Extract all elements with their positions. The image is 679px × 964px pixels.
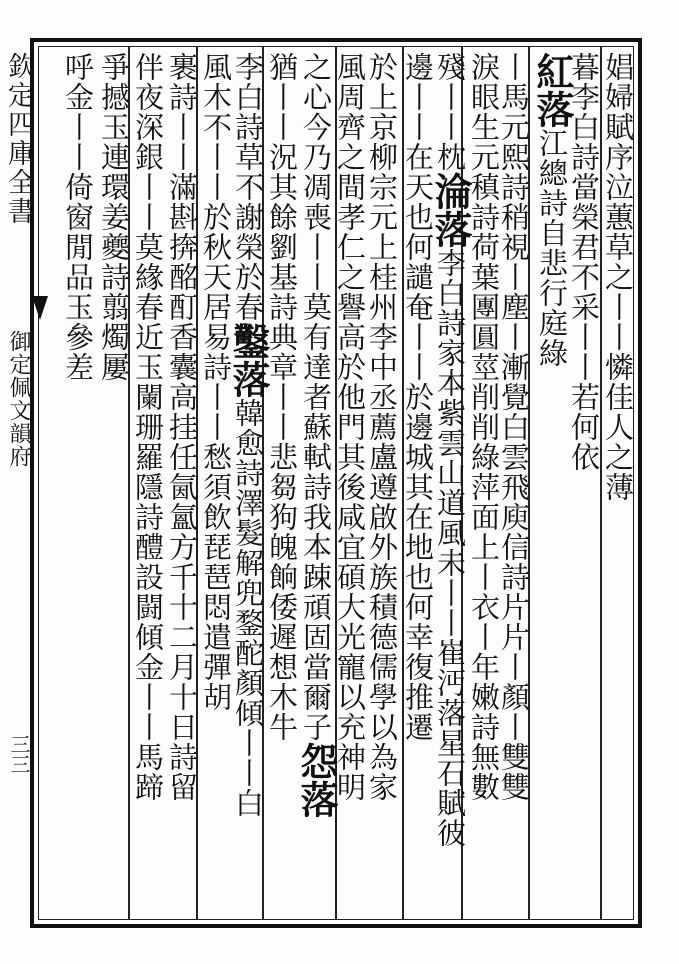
column-lead-text: 殘丨丨枕	[433, 52, 467, 172]
text-column-5: 淚眼生元稹詩荷葉團圓莖削削綠萍面上丨衣丨年嫩詩無數	[467, 52, 501, 802]
text-column-10	[294, 52, 339, 818]
headword: 淪落	[428, 172, 473, 248]
text-column-7: 邊丨丨在天也何譴奄丨丨於邊城其在地也何幸復推遷	[401, 52, 435, 742]
text-column-8: 於上京柳宗元上桂州李中丞薦盧遵啟外族積德儒學以為家	[365, 52, 399, 802]
fish-tail-mark	[32, 296, 48, 320]
headword: 紅落	[530, 52, 575, 128]
column-lead-text: 李白詩草不謝榮於春	[231, 52, 265, 322]
column-body-text: 江總詩自悲行庭綠	[535, 128, 569, 368]
text-column-17: 呼金丨丨倚窗閒品玉參差	[61, 52, 95, 382]
text-column-16: 爭撼玉連環姜夔詩翦燭屢	[97, 52, 131, 382]
text-column-15: 伴夜深銀丨丨莫緣春近玉闌珊羅隱詩醴設闘傾金丨丨馬蹄	[131, 52, 165, 802]
text-column-2: 暮李白詩當榮君不采丨丨若何依	[567, 52, 601, 472]
headword: 怨落	[294, 742, 339, 818]
text-column-9: 風周齊之間孝仁之譽高於他門其後咸宜碩大光寵以充神明	[333, 52, 367, 802]
series-title: 欽定四庫全書	[3, 52, 34, 226]
column-body-text: 韓愈詩澤髮解兜鍪酡顏傾丨丨白	[231, 398, 265, 818]
text-column-11: 猶丨丨況其餘劉基詩典章丨丨悲芻狗魄餉倭遲想木牛	[265, 52, 299, 742]
text-column-3	[530, 52, 575, 368]
headword: 鑿落	[226, 322, 271, 398]
text-column-4: 丨馬元熙詩稍視丨塵丨漸覺白雲飛庾信詩片片丨顏丨雙雙	[497, 52, 531, 802]
column-body-text: 李白詩家本紫雲山道風未丨丨崔沔落星石賦彼	[433, 248, 467, 848]
column-lead-text: 之心今乃凋喪丨丨莫有達者蘇軾詩我本踈頑固當爾子	[299, 52, 333, 742]
text-column-14: 裹詩丨丨滿斟捹酩酊香囊高挂任氤氳方千十二月十日詩留	[165, 52, 199, 802]
page-number: 三三	[7, 734, 31, 774]
text-column-1: 娼婦賦序泣蕙草之丨丨憐佳人之薄	[601, 52, 635, 502]
text-column-13: 風木不丨丨於秋天居易詩丨丨愁須飲琵琶悶遣彈胡	[199, 52, 233, 712]
book-title: 御定佩文韻府	[6, 330, 31, 468]
